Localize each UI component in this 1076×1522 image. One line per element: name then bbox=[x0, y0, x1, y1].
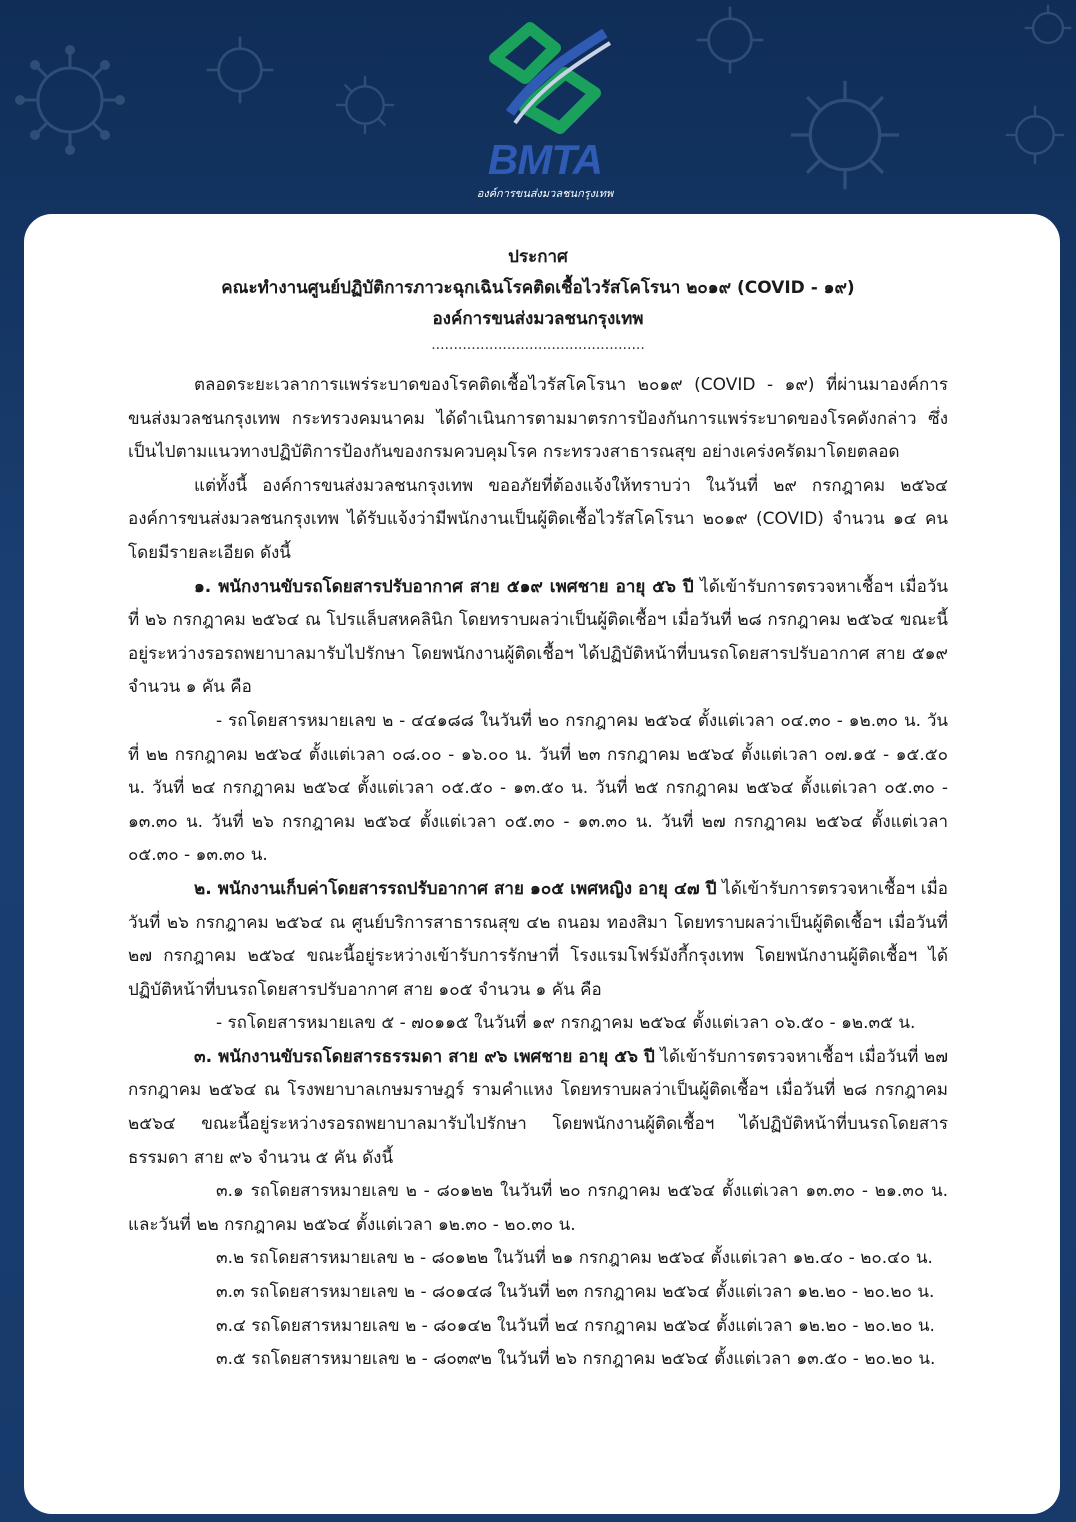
announcement-paper bbox=[24, 214, 1060, 1514]
case-1-paragraph bbox=[128, 571, 948, 705]
case-3-paragraph bbox=[128, 1041, 948, 1175]
announcement-title: ประกาศ bbox=[508, 247, 568, 267]
case-3-bus-4: ๓.๔ รถโดยสารหมายเลข ๒ - ๘๐๑๔๒ ในวันที่ ๒๔ กรกฎาคม ๒๕๖๔ ตั้งแต่เวลา ๑๒.๒๐ - ๒๐.๒๐ น. bbox=[216, 1315, 935, 1336]
case-3-bus-3: ๓.๓ รถโดยสารหมายเลข ๒ - ๘๐๑๔๘ ในวันที่ ๒๓ กรกฎาคม ๒๕๖๔ ตั้งแต่เวลา ๑๒.๒๐ - ๒๐.๒๐ น. bbox=[216, 1282, 935, 1303]
logo-subtitle: องค์การขนส่งมวลชนกรุงเทพ bbox=[476, 187, 614, 200]
intro-paragraph-2: แต่ทั้งนี้ องค์การขนส่งมวลชนกรุงเทพ ขออภัยที่ต้องแจ้งให้ทราบว่า ในวันที่ ๒๙ กรกฎาคม ๒๕๖๔ องค์การขนส่งมวลชนกรุงเทพ ได้รับแจ้งว่ามีพนักงานเป็นผู้ติดเชื้อไวรัสโคโรนา ๒๐๑๙ (COVID) จำนวน ๑๔ คน โดยมีรายละเอียด ดังนี้ bbox=[128, 475, 948, 563]
case-3-detail: ได้เข้ารับการตรวจหาเชื้อฯ เมื่อวันที่ ๒๗ กรกฎาคม ๒๕๖๔ ณ โรงพยาบาลเกษมราษฎร์ รามคำแหง โดยทราบผลว่าเป็นผู้ติดเชื้อฯ เมื่อวันที่ ๒๘ กรกฎาคม ๒๕๖๔ ขณะนี้อยู่ระหว่างรอรถพยาบาลมารับไปรักษา โดยพนักงานผู้ติดเชื้อฯ ได้ปฏิบัติหน้าที่บนรถโดยสารธรรมดา สาย ๙๖ จำนวน ๕ คัน ดังนี้ bbox=[128, 1046, 948, 1168]
case-2-detail: ได้เข้ารับการตรวจหาเชื้อฯ เมื่อวันที่ ๒๖ กรกฎาคม ๒๕๖๔ ณ ศูนย์บริการสาธารณสุข ๔๒ ถนอม ทองสิมา โดยทราบผลว่าเป็นผู้ติดเชื้อฯ เมื่อวันที่ ๒๗ กรกฎาคม ๒๕๖๔ ขณะนี้อยู่ระหว่างเข้ารับการรักษาที่ โรงแรมโฟร์มังกี้กรุงเทพ โดยพนักงานผู้ติดเชื้อฯ ได้ปฏิบัติหน้าที่บนรถโดยสารปรับอากาศ สาย ๑๐๕ จำนวน ๑ คัน คือ bbox=[128, 878, 948, 1000]
announcement-committee: คณะทำงานศูนย์ปฏิบัติการภาวะฉุกเฉินโรคติดเชื้อไวรัสโคโรนา ๒๐๑๙ (COVID - ๑๙) bbox=[221, 278, 855, 298]
case-3-bus-2: ๓.๒ รถโดยสารหมายเลข ๒ - ๘๐๑๒๒ ในวันที่ ๒๑ กรกฎาคม ๒๕๖๔ ตั้งแต่เวลา ๑๒.๔๐ - ๒๐.๔๐ น. bbox=[216, 1248, 933, 1269]
virus-decoration-icon bbox=[1020, 0, 1076, 56]
case-1-detail: ได้เข้ารับการตรวจหาเชื้อฯ เมื่อวันที่ ๒๖ กรกฎาคม ๒๕๖๔ ณ โปรแล็บสหคลินิก โดยทราบผลว่าเป็นผู้ติดเชื้อฯ เมื่อวันที่ ๒๘ กรกฎาคม ๒๕๖๔ ขณะนี้อยู่ระหว่างรอรถพยาบาลมารับไปรักษา โดยพนักงานผู้ติดเชื้อฯ ได้ปฏิบัติหน้าที่บนรถโดยสารปรับอากาศ สาย ๕๑๙ จำนวน ๑ คัน คือ bbox=[128, 576, 948, 698]
case-1-heading: ๑. พนักงานขับรถโดยสารปรับอากาศ สาย ๕๑๙ เพศชาย อายุ ๕๖ ปี bbox=[194, 576, 694, 597]
bmta-logo bbox=[455, 18, 635, 203]
virus-decoration-icon bbox=[200, 30, 280, 110]
case-3-bus-1: ๓.๑ รถโดยสารหมายเลข ๒ - ๘๐๑๒๒ ในวันที่ ๒๐ กรกฎาคม ๒๕๖๔ ตั้งแต่เวลา ๑๓.๓๐ - ๒๑.๓๐ น. และวันที่ ๒๒ กรกฎาคม ๒๕๖๔ ตั้งแต่เวลา ๑๒.๓๐ - ๒๐.๓๐ น. bbox=[128, 1181, 948, 1235]
case-3-heading: ๓. พนักงานขับรถโดยสารธรรมดา สาย ๙๖ เพศชาย อายุ ๕๖ ปี bbox=[194, 1046, 655, 1067]
virus-decoration-icon bbox=[1000, 100, 1070, 170]
announcement-organization: องค์การขนส่งมวลชนกรุงเทพ bbox=[432, 309, 644, 329]
logo-text: BMTA bbox=[487, 136, 603, 183]
virus-decoration-icon bbox=[330, 70, 400, 140]
bmta-emblem-icon bbox=[455, 18, 635, 138]
announcement-content bbox=[128, 242, 948, 1377]
virus-decoration-icon bbox=[690, 0, 770, 80]
case-3-bus-5: ๓.๕ รถโดยสารหมายเลข ๒ - ๘๐๓๙๒ ในวันที่ ๒๖ กรกฎาคม ๒๕๖๔ ตั้งแต่เวลา ๑๓.๕๐ - ๒๐.๒๐ น. bbox=[216, 1349, 936, 1370]
virus-decoration-icon bbox=[10, 40, 130, 160]
case-2-heading: ๒. พนักงานเก็บค่าโดยสารรถปรับอากาศ สาย ๑๐๕ เพศหญิง อายุ ๔๗ ปี bbox=[194, 878, 717, 899]
intro-paragraph-1: ตลอดระยะเวลาการแพร่ระบาดของโรคติดเชื้อไวรัสโคโรนา ๒๐๑๙ (COVID - ๑๙) ที่ผ่านมาองค์การขนส่งมวลชนกรุงเทพ กระทรวงคมนาคม ได้ดำเนินการตามมาตรการป้องกันการแพร่ระบาดของโรคดังกล่าว ซึ่งเป็นไปตามแนวทางปฏิบัติการป้องกันของกรมควบคุมโรค กระทรวงสาธารณสุข อย่างเคร่งครัดมาโดยตลอด bbox=[128, 375, 948, 463]
case-2-paragraph bbox=[128, 873, 948, 1007]
header-divider: ................................................ bbox=[431, 337, 645, 353]
case-1-bus: - รถโดยสารหมายเลข ๒ - ๔๔๑๘๘ ในวันที่ ๒๐ กรกฎาคม ๒๕๖๔ ตั้งแต่เวลา ๐๔.๓๐ - ๑๒.๓๐ น. วันที่ ๒๒ กรกฎาคม ๒๕๖๔ ตั้งแต่เวลา ๐๘.๐๐ - ๑๖.๐๐ น. วันที่ ๒๓ กรกฎาคม ๒๕๖๔ ตั้งแต่เวลา ๐๗.๑๕ - ๑๕.๕๐ น. วันที่ ๒๔ กรกฎาคม ๒๕๖๔ ตั้งแต่เวลา ๐๕.๕๐ - ๑๓.๕๐ น. วันที่ ๒๕ กรกฎาคม ๒๕๖๔ ตั้งแต่เวลา ๐๕.๓๐ - ๑๓.๓๐ น. วันที่ ๒๖ กรกฎาคม ๒๕๖๔ ตั้งแต่เวลา ๐๕.๓๐ - ๑๓.๓๐ น. วันที่ ๒๗ กรกฎาคม ๒๕๖๔ ตั้งแต่เวลา ๐๕.๓๐ - ๑๓.๓๐ น. bbox=[128, 710, 948, 866]
virus-decoration-icon bbox=[780, 70, 910, 200]
case-2-bus: - รถโดยสารหมายเลข ๕ - ๗๐๑๑๕ ในวันที่ ๑๙ กรกฎาคม ๒๕๖๔ ตั้งแต่เวลา ๐๖.๕๐ - ๑๒.๓๕ น. bbox=[216, 1013, 916, 1034]
